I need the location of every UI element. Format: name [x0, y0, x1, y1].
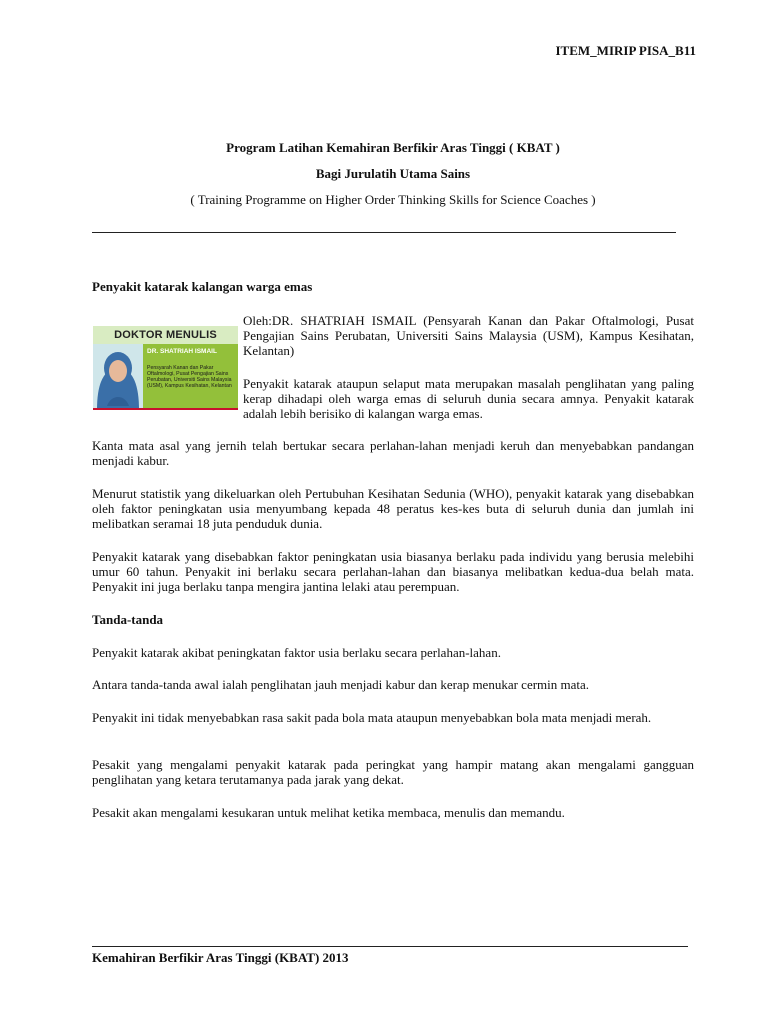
document-english-title: ( Training Programme on Higher Order Thinking Skills for Science Coaches ) — [190, 192, 596, 207]
footer-text: Kemahiran Berfikir Aras Tinggi (KBAT) 2013 — [92, 950, 349, 965]
header-divider — [92, 232, 676, 233]
article-heading: Penyakit katarak kalangan warga emas — [92, 279, 313, 294]
item-code: ITEM_MIRIP PISA_B11 — [555, 43, 696, 58]
document-title: Program Latihan Kemahiran Berfikir Aras Tinggi ( KBAT ) — [226, 140, 560, 155]
paragraph-2: Menurut statistik yang dikeluarkan oleh Pertubuhan Kesihatan Sedunia (WHO), penyakit katarak yang disebabkan oleh faktor peningkatan usia menyumbang kepada 48 peratus kes-kes buta di seluruh dunia dan jumlah ini melibatkan seramai 18 juta penduduk dunia. — [92, 486, 694, 531]
symptom-paragraph-5: Pesakit akan mengalami kesukaran untuk melihat ketika membaca, menulis dan memandu. — [92, 805, 565, 820]
author-photo — [93, 326, 238, 410]
photo-author-name: DR. SHATRIAH ISMAIL — [147, 348, 217, 355]
section-heading-symptoms: Tanda-tanda — [92, 612, 164, 627]
author-portrait — [93, 344, 143, 410]
paragraph-1: Kanta mata asal yang jernih telah bertukar secara perlahan-lahan menjadi keruh dan menyebabkan pandangan menjadi kabur. — [92, 438, 694, 468]
symptom-paragraph-3: Penyakit ini tidak menyebabkan rasa sakit pada bola mata ataupun menyebabkan bola mata menjadi merah. — [92, 710, 652, 725]
symptom-paragraph-1: Penyakit katarak akibat peningkatan faktor usia berlaku secara perlahan-lahan. — [92, 645, 501, 660]
photo-author-description: Pensyarah Kanan dan Pakar Oftalmologi, Pusat Pengajian Sains Perubatan, Universiti Sains Malaysia (USM), Kampus Kesihatan, Kelantan — [147, 365, 232, 389]
footer-divider — [92, 946, 688, 947]
intro-paragraph: Penyakit katarak ataupun selaput mata merupakan masalah penglihatan yang paling kerap dihadapi oleh warga emas di seluruh dunia secara amnya. Penyakit katarak adalah lebih berisiko di kalangan warga emas. — [243, 376, 694, 421]
photo-banner: DOKTOR MENULIS — [93, 326, 238, 344]
author-line: Oleh:DR. SHATRIAH ISMAIL (Pensyarah Kanan dan Pakar Oftalmologi, Pusat Pengajian Sains Perubatan, Universiti Sains Malaysia (USM), Kampus Kesihatan, Kelantan) — [243, 313, 694, 358]
paragraph-3: Penyakit katarak yang disebabkan faktor peningkatan usia biasanya berlaku pada individu yang berusia melebihi umur 60 tahun. Penyakit ini berlaku secara perlahan-lahan dan biasanya melibatkan kedua-dua belah mata. Penyakit ini juga berlaku tanpa mengira jantina lelaki atau perempuan. — [92, 549, 694, 594]
symptom-paragraph-2: Antara tanda-tanda awal ialah penglihatan jauh menjadi kabur dan kerap menukar cermin mata. — [92, 677, 590, 692]
symptom-paragraph-4: Pesakit yang mengalami penyakit katarak pada peringkat yang hampir matang akan mengalami gangguan penglihatan yang ketara terutamanya pada jarak yang dekat. — [92, 757, 694, 787]
document-subtitle: Bagi Jurulatih Utama Sains — [315, 166, 471, 181]
photo-accent-line — [93, 408, 238, 410]
